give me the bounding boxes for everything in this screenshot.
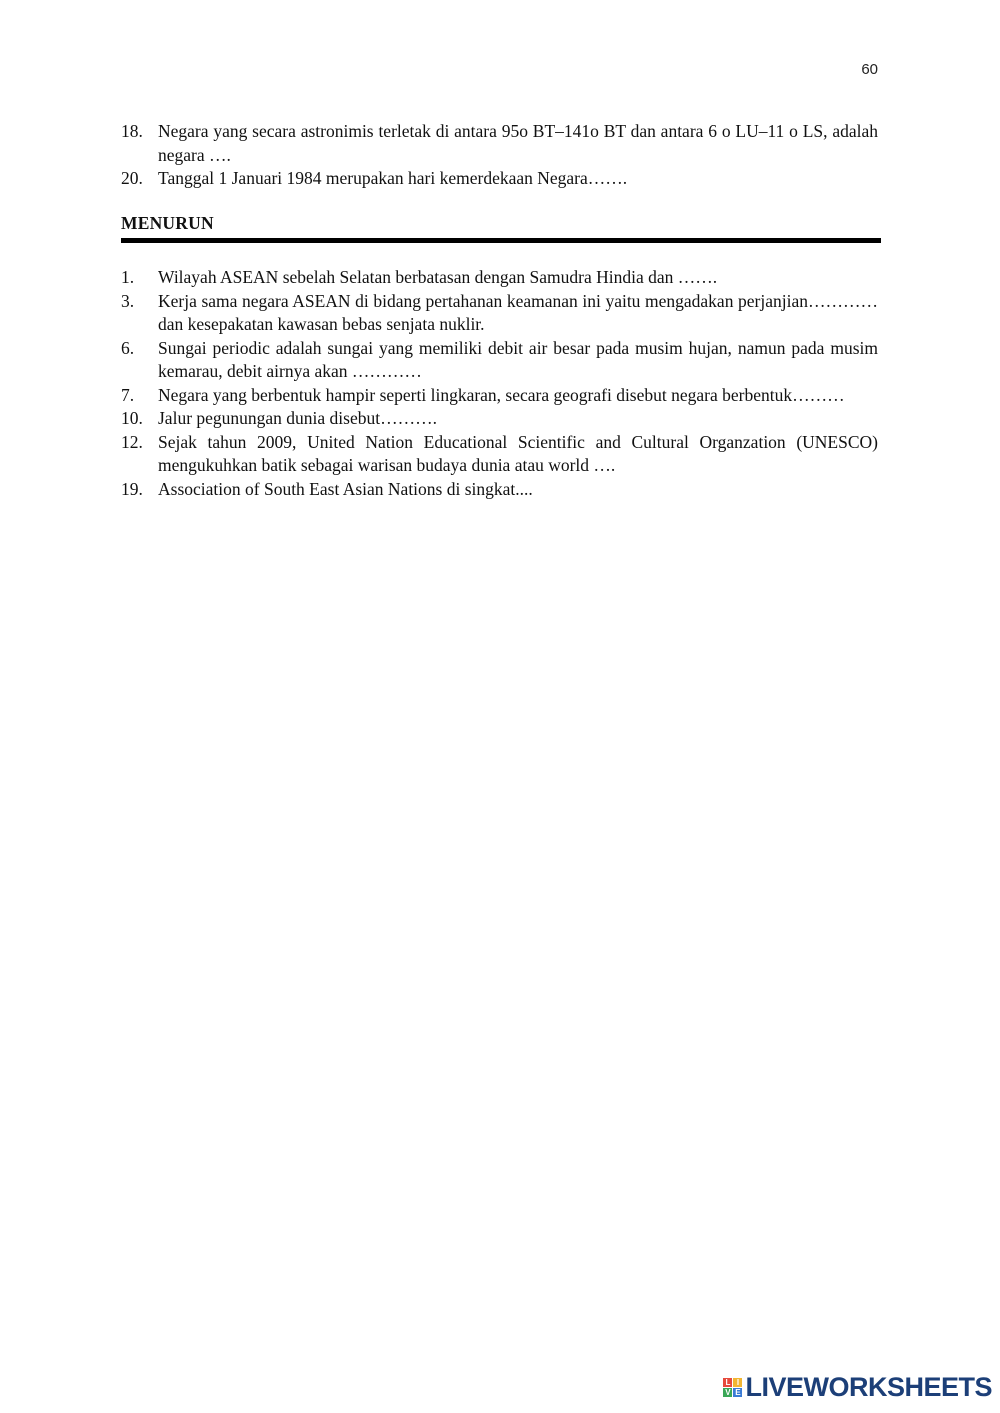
question-text: Kerja sama negara ASEAN di bidang pertahanan keamanan ini yaitu mengadakan perjanjian………… dan kesepakatan kawasan bebas senjata nuklir. (158, 290, 878, 334)
question-number: 20. (121, 168, 143, 188)
question-item (121, 384, 878, 408)
question-text: Jalur pegunungan dunia disebut………. (158, 408, 437, 428)
logo-tile: E (735, 1388, 741, 1397)
question-number: 1. (121, 267, 135, 287)
question-text: Sungai periodic adalah sungai yang memiliki debit air besar pada musim hujan, namun pada musim kemarau, debit airnya akan ………… (158, 337, 878, 381)
heading-divider (121, 238, 881, 243)
question-item (121, 290, 878, 337)
down-section-heading: MENURUN (121, 213, 214, 233)
question-item (121, 337, 878, 384)
question-item (121, 120, 878, 167)
question-item (121, 167, 878, 191)
logo-tile: V (725, 1388, 731, 1397)
question-item (121, 431, 878, 478)
question-text: Association of South East Asian Nations di singkat.... (158, 478, 533, 499)
question-number: 7. (121, 384, 135, 405)
question-number: 18. (121, 121, 143, 141)
liveworksheets-brand[interactable] (723, 1372, 992, 1403)
question-text: Wilayah ASEAN sebelah Selatan berbatasan dengan Samudra Hindia dan ……. (158, 267, 718, 287)
logo-tile: L (723, 1378, 732, 1387)
question-number: 12. (121, 431, 143, 452)
question-item (121, 266, 878, 290)
question-item (121, 407, 878, 431)
question-text: Sejak tahun 2009, United Nation Educational Scientific and Cultural Organzation (UNESCO) mengukuhkan batik sebagai warisan budaya dunia atau world …. (158, 431, 878, 475)
question-text: Tanggal 1 Januari 1984 merupakan hari kemerdekaan Negara……. (158, 168, 628, 188)
question-number: 10. (121, 408, 143, 428)
down-question-list (121, 266, 878, 501)
liveworksheets-logo-icon (723, 1378, 742, 1397)
logo-tile: I (733, 1378, 742, 1387)
question-number: 3. (121, 290, 135, 311)
across-question-list (121, 120, 878, 191)
question-number: 19. (121, 478, 143, 499)
question-text: Negara yang secara astronimis terletak di antara 95o BT–141o BT dan antara 6 o LU–11 o LS, adalah negara …. (158, 121, 878, 165)
brand-name: LIVEWORKSHEETS (745, 1372, 992, 1402)
question-number: 6. (121, 337, 135, 358)
question-text: Negara yang berbentuk hampir seperti lingkaran, secara geografi disebut negara berbentuk……… (158, 384, 845, 405)
page-number: 60 (861, 61, 878, 78)
question-item (121, 478, 878, 502)
